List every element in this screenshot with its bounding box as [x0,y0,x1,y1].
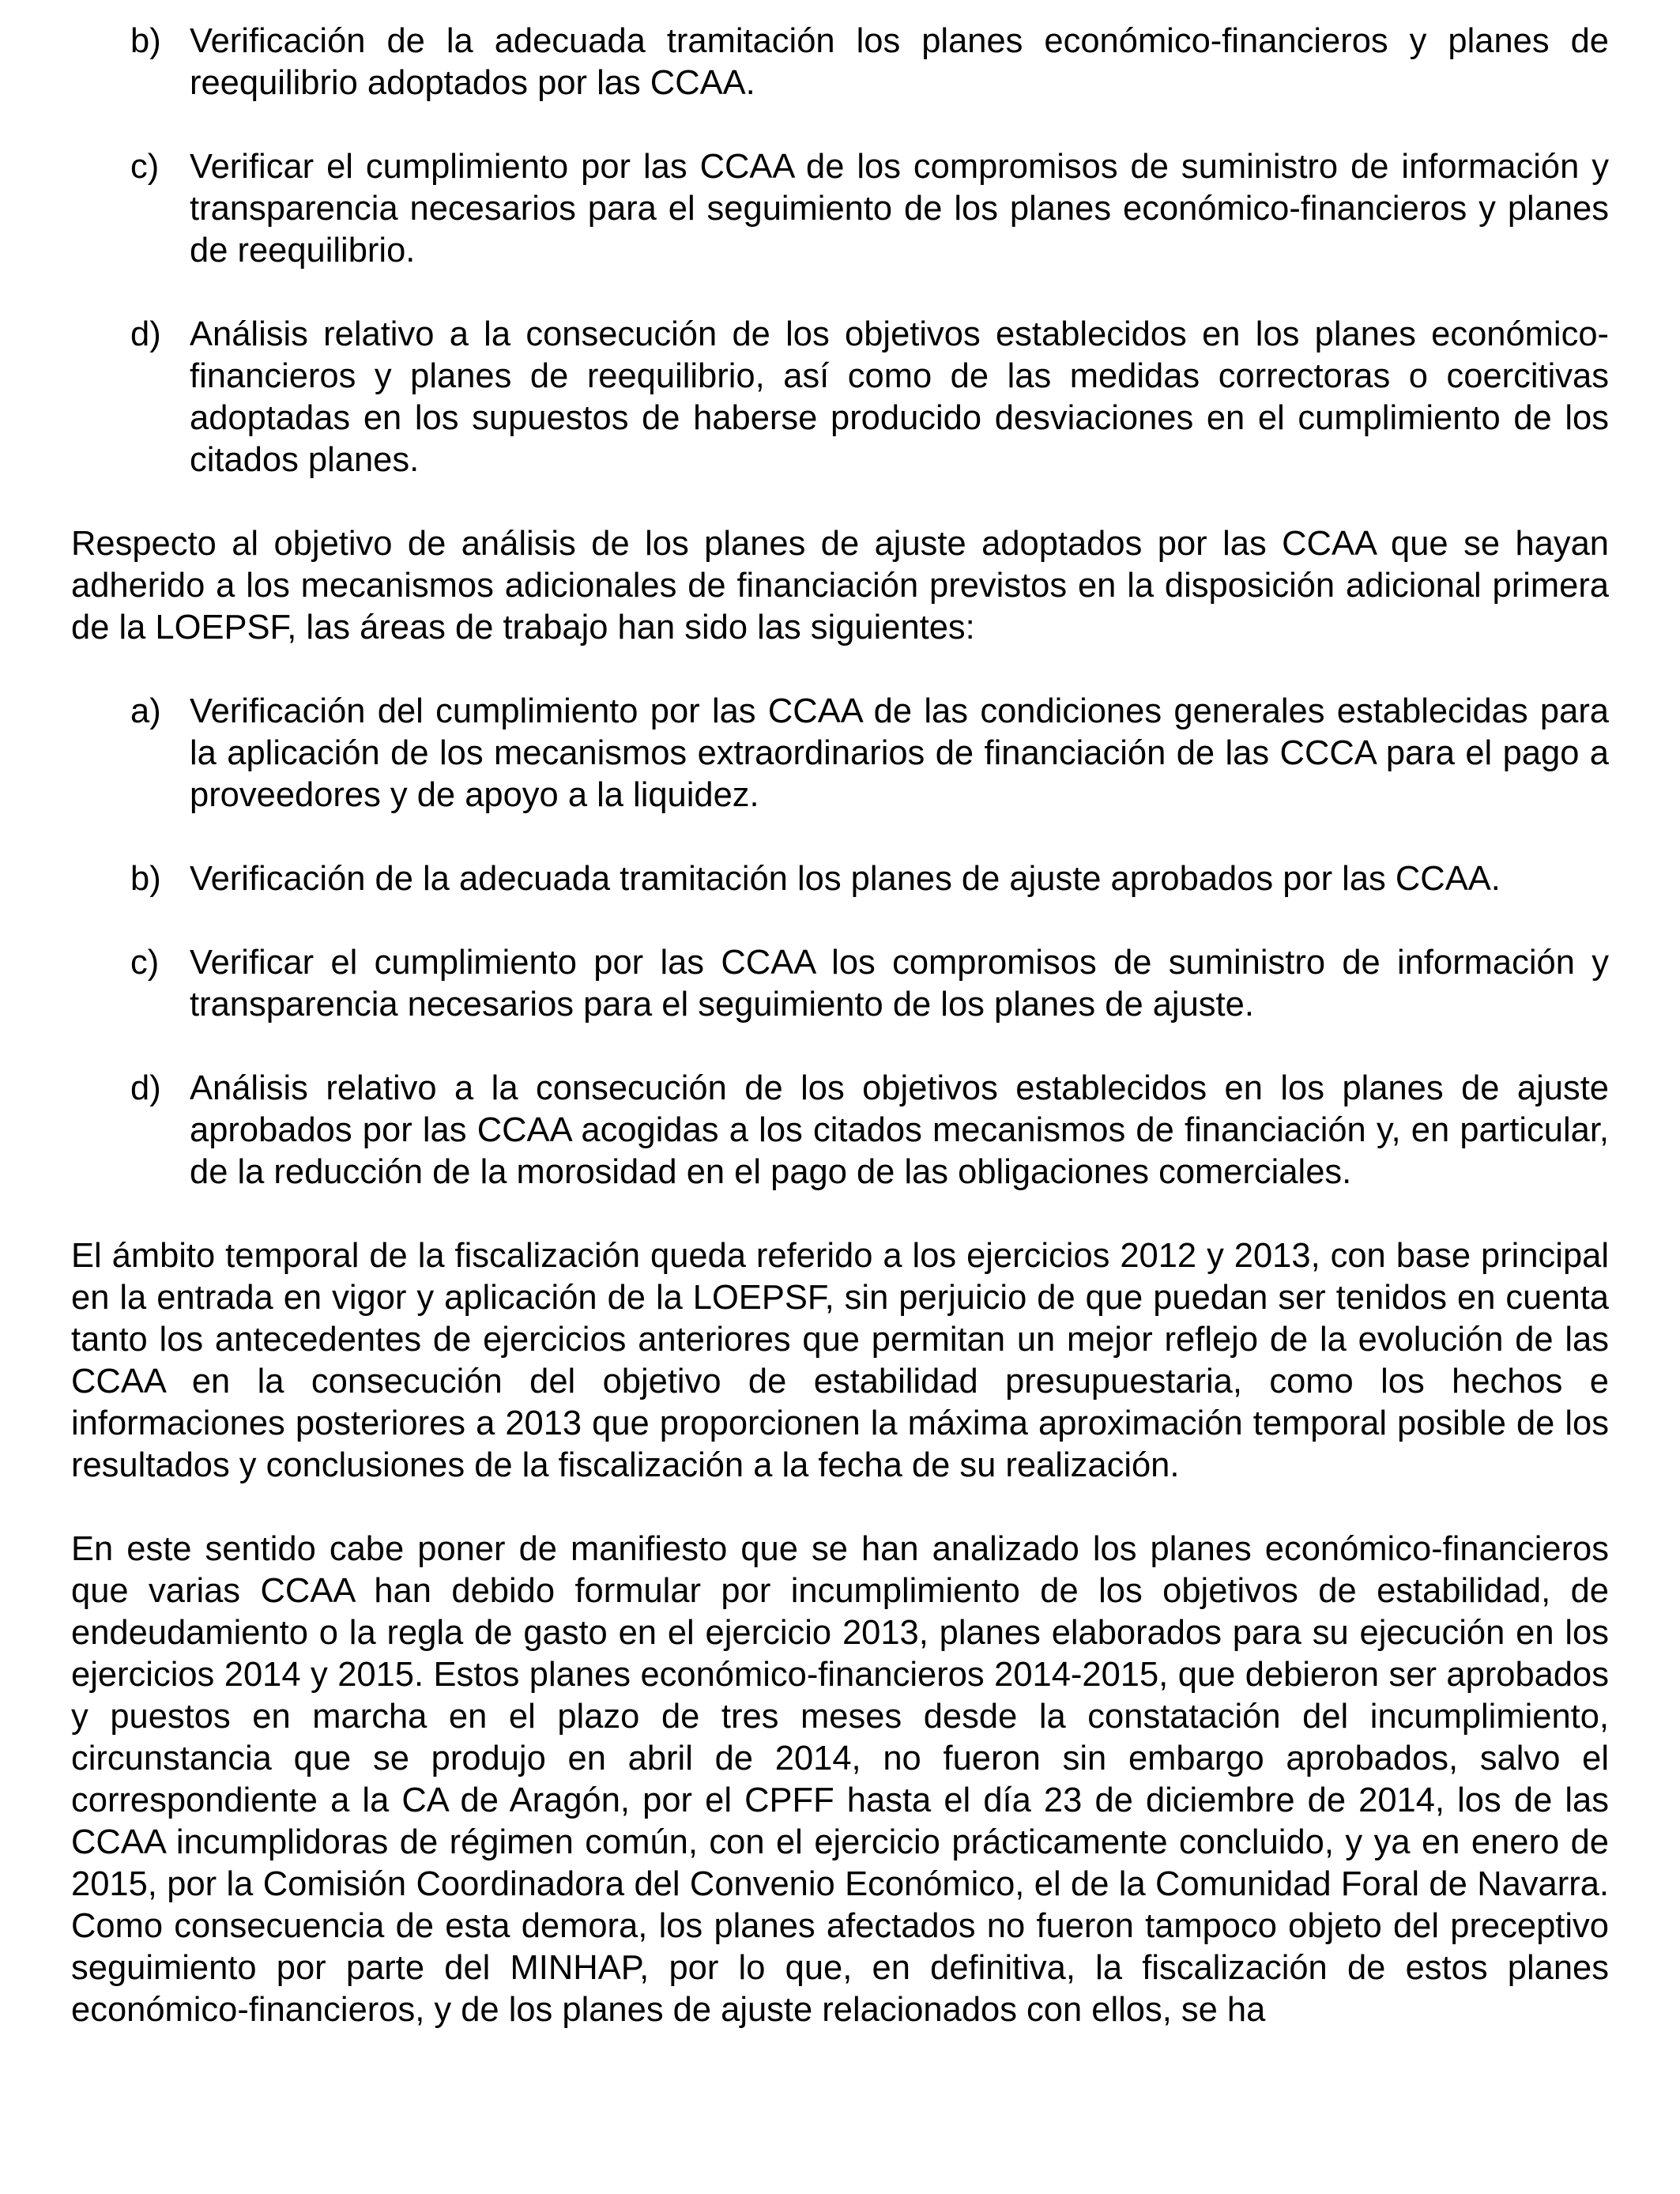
list-item [71,21,1609,104]
list-item-text: Análisis relativo a la consecución de los objetivos establecidos en los planes económico-financieros y planes de reequilibrio, así como de las medidas correctoras o coercitivas adoptadas en los supuestos de haberse producido desviaciones en el cumplimiento de los citados planes. [190,315,1609,479]
list-marker: b) [130,22,161,60]
list-item [71,146,1609,272]
paragraph-economic-plans-analysis: En este sentido cabe poner de manifiesto que se han analizado los planes económico-financieros que varias CCAA han debido formular por incumplimiento de los objetivos de estabilidad, de endeudamiento o la regla de gasto en el ejercicio 2013, planes elaborados para su ejecución en los ejercicios 2014 y 2015. Estos planes económico-financieros 2014-2015, que debieron ser aprobados y puestos en marcha en el plazo de tres meses desde la constatación del incumplimiento, circunstancia que se produjo en abril de 2014, no fueron sin embargo aprobados, salvo el correspondiente a la CA de Aragón, por el CPFF hasta el día 23 de diciembre de 2014, los de las CCAA incumplidoras de régimen común, con el ejercicio prácticamente concluido, y ya en enero de 2015, por la Comisión Coordinadora del Convenio Económico, el de la Comunidad Foral de Navarra. Como consecuencia de esta demora, los planes afectados no fueron tampoco objeto del preceptivo seguimiento por parte del MINHAP, por lo que, en definitiva, la fiscalización de estos planes económico-financieros, y de los planes de ajuste relacionados con ellos, se ha [71,1530,1609,2029]
objectives-list-adjustment [71,691,1609,1193]
list-item-text: Verificación del cumplimiento por las CCAA de las condiciones generales establecidas para la aplicación de los mecanismos extraordinarios de financiación de las CCCA para el pago a proveedores y de apoyo a la liquidez. [190,692,1609,814]
list-marker: d) [130,315,161,353]
list-item-text: Verificación de la adecuada tramitación los planes de ajuste aprobados por las CCAA. [190,860,1501,898]
list-item-text: Verificar el cumplimiento por las CCAA los compromisos de suministro de información y transparencia necesarios para el seguimiento de los planes de ajuste. [190,944,1609,1023]
list-marker: d) [130,1069,161,1107]
list-marker: c) [130,148,160,186]
list-marker: c) [130,944,160,982]
list-item [71,942,1609,1026]
list-item [71,858,1609,900]
list-marker: a) [130,692,161,730]
document-page [71,21,1609,2073]
paragraph-adjustment-plans-intro: Respecto al objetivo de análisis de los planes de ajuste adoptados por las CCAA que se hayan adherido a los mecanismos adicionales de financiación previstos en la disposición adicional primera de la LOEPSF, las áreas de trabajo han sido las siguientes: [71,525,1609,647]
list-item-text: Verificación de la adecuada tramitación los planes económico-financieros y planes de reequilibrio adoptados por las CCAA. [190,22,1609,102]
objectives-list-plans [71,21,1609,481]
list-item [71,314,1609,481]
paragraph-temporal-scope: El ámbito temporal de la fiscalización queda referido a los ejercicios 2012 y 2013, con base principal en la entrada en vigor y aplicación de la LOEPSF, sin perjuicio de que puedan ser tenidos en cuenta tanto los antecedentes de ejercicios anteriores que permitan un mejor reflejo de la evolución de las CCAA en la consecución del objetivo de estabilidad presupuestaria, como los hechos e informaciones posteriores a 2013 que proporcionen la máxima aproximación temporal posible de los resultados y conclusiones de la fiscalización a la fecha de su realización. [71,1237,1609,1484]
list-item-text: Verificar el cumplimiento por las CCAA de los compromisos de suministro de información y transparencia necesarios para el seguimiento de los planes económico-financieros y planes de reequilibrio. [190,148,1609,270]
list-item-text: Análisis relativo a la consecución de los objetivos establecidos en los planes de ajuste aprobados por las CCAA acogidas a los citados mecanismos de financiación y, en particular, de la reducción de la morosidad en el pago de las obligaciones comerciales. [190,1069,1609,1191]
list-marker: b) [130,860,161,898]
list-item [71,691,1609,816]
list-item [71,1068,1609,1193]
